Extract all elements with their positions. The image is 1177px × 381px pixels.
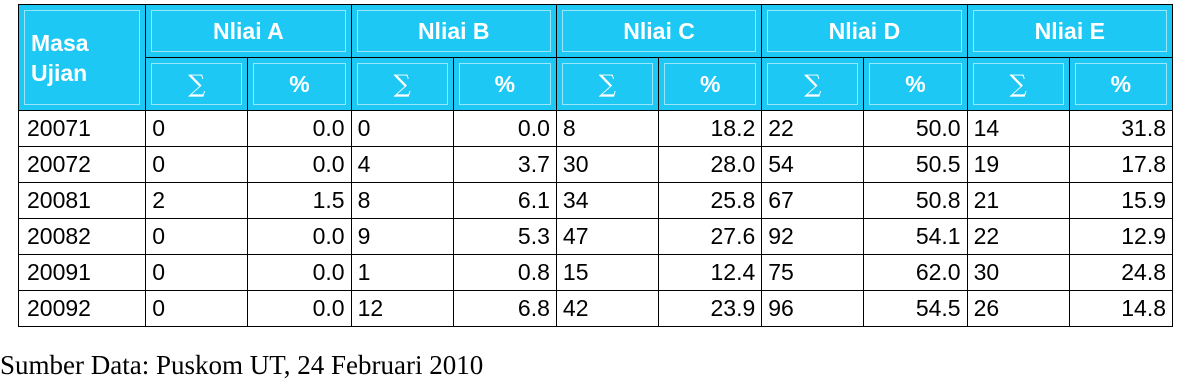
percent-cell: 50.5 [864, 147, 967, 183]
sum-symbol: ∑ [804, 70, 822, 98]
count-cell: 14 [967, 111, 1069, 147]
sum-symbol: ∑ [1009, 70, 1027, 98]
count-cell: 22 [762, 111, 864, 147]
percent-cell: 12.9 [1069, 219, 1172, 255]
count-cell: 92 [762, 219, 864, 255]
sum-symbol: ∑ [393, 70, 411, 98]
count-cell: 2 [146, 183, 248, 219]
group-header-c [556, 5, 761, 58]
table-row [19, 183, 1173, 219]
period-cell: 20082 [19, 219, 146, 255]
percent-cell: 15.9 [1069, 183, 1172, 219]
count-cell: 30 [967, 255, 1069, 291]
period-cell: 20081 [19, 183, 146, 219]
count-cell: 22 [967, 219, 1069, 255]
count-cell: 0 [146, 147, 248, 183]
count-cell: 19 [967, 147, 1069, 183]
percent-cell: 27.6 [659, 219, 762, 255]
percent-symbol: % [289, 70, 310, 97]
period-header-line2: Ujian [31, 59, 88, 86]
count-cell: 4 [351, 147, 453, 183]
table-row [19, 255, 1173, 291]
percent-symbol: % [905, 70, 926, 97]
group-header-b-label: Nliai B [417, 17, 490, 44]
percent-cell: 0.0 [453, 111, 556, 147]
percent-cell: 50.0 [864, 111, 967, 147]
source-note: Sumber Data: Puskom UT, 24 Februari 2010 [0, 350, 484, 380]
count-cell: 34 [556, 183, 658, 219]
percent-cell: 0.8 [453, 255, 556, 291]
percent-cell: 0.0 [248, 255, 351, 291]
percent-cell: 31.8 [1069, 111, 1172, 147]
subheader-percent [864, 58, 967, 111]
count-cell: 26 [967, 291, 1069, 327]
period-header-line1: Masa [31, 29, 89, 56]
percent-cell: 17.8 [1069, 147, 1172, 183]
count-cell: 12 [351, 291, 453, 327]
percent-cell: 0.0 [248, 111, 351, 147]
group-header-e [967, 5, 1172, 58]
count-cell: 42 [556, 291, 658, 327]
count-cell: 96 [762, 291, 864, 327]
table-row [19, 219, 1173, 255]
group-header-a-label: Nliai A [213, 17, 284, 44]
count-cell: 0 [146, 255, 248, 291]
table-row [19, 147, 1173, 183]
count-cell: 15 [556, 255, 658, 291]
group-header-b [351, 5, 556, 58]
period-cell: 20072 [19, 147, 146, 183]
percent-cell: 14.8 [1069, 291, 1172, 327]
subheader-percent [659, 58, 762, 111]
group-header-d-label: Nliai D [828, 17, 901, 44]
period-cell: 20091 [19, 255, 146, 291]
count-cell: 47 [556, 219, 658, 255]
subheader-percent [1069, 58, 1172, 111]
header-row-groups [19, 5, 1173, 58]
table-header [19, 5, 1173, 111]
period-cell: 20071 [19, 111, 146, 147]
count-cell: 75 [762, 255, 864, 291]
count-cell: 21 [967, 183, 1069, 219]
percent-cell: 0.0 [248, 219, 351, 255]
subheader-percent [453, 58, 556, 111]
percent-cell: 1.5 [248, 183, 351, 219]
count-cell: 67 [762, 183, 864, 219]
count-cell: 1 [351, 255, 453, 291]
table-row [19, 111, 1173, 147]
subheader-count [762, 58, 864, 111]
sum-symbol: ∑ [188, 70, 206, 98]
count-cell: 0 [351, 111, 453, 147]
count-cell: 8 [556, 111, 658, 147]
count-cell: 30 [556, 147, 658, 183]
group-header-a [146, 5, 351, 58]
percent-cell: 0.0 [248, 147, 351, 183]
table-row [19, 291, 1173, 327]
percent-symbol: % [494, 70, 516, 97]
percent-cell: 62.0 [864, 255, 967, 291]
percent-cell: 25.8 [659, 183, 762, 219]
percent-cell: 6.1 [453, 183, 556, 219]
percent-cell: 3.7 [453, 147, 556, 183]
percent-symbol: % [1110, 70, 1132, 97]
grade-distribution-table [18, 4, 1173, 327]
sum-symbol: ∑ [598, 70, 617, 98]
count-cell: 0 [146, 219, 248, 255]
count-cell: 9 [351, 219, 453, 255]
subheader-count [556, 58, 658, 111]
table-body [19, 111, 1173, 327]
subheader-count [146, 58, 248, 111]
subheader-count [351, 58, 453, 111]
percent-cell: 54.1 [864, 219, 967, 255]
group-header-d [762, 5, 967, 58]
percent-cell: 28.0 [659, 147, 762, 183]
count-cell: 0 [146, 111, 248, 147]
subheader-percent [248, 58, 351, 111]
percent-cell: 12.4 [659, 255, 762, 291]
period-column-header [19, 5, 146, 111]
count-cell: 8 [351, 183, 453, 219]
group-header-c-label: Nliai C [623, 17, 695, 44]
percent-cell: 23.9 [659, 291, 762, 327]
percent-cell: 0.0 [248, 291, 351, 327]
header-row-subcolumns [19, 58, 1173, 111]
count-cell: 54 [762, 147, 864, 183]
percent-cell: 24.8 [1069, 255, 1172, 291]
count-cell: 0 [146, 291, 248, 327]
percent-cell: 50.8 [864, 183, 967, 219]
subheader-count [967, 58, 1069, 111]
percent-cell: 6.8 [453, 291, 556, 327]
period-cell: 20092 [19, 291, 146, 327]
percent-symbol: % [699, 70, 721, 97]
percent-cell: 54.5 [864, 291, 967, 327]
percent-cell: 5.3 [453, 219, 556, 255]
percent-cell: 18.2 [659, 111, 762, 147]
group-header-e-label: Nliai E [1034, 17, 1105, 44]
